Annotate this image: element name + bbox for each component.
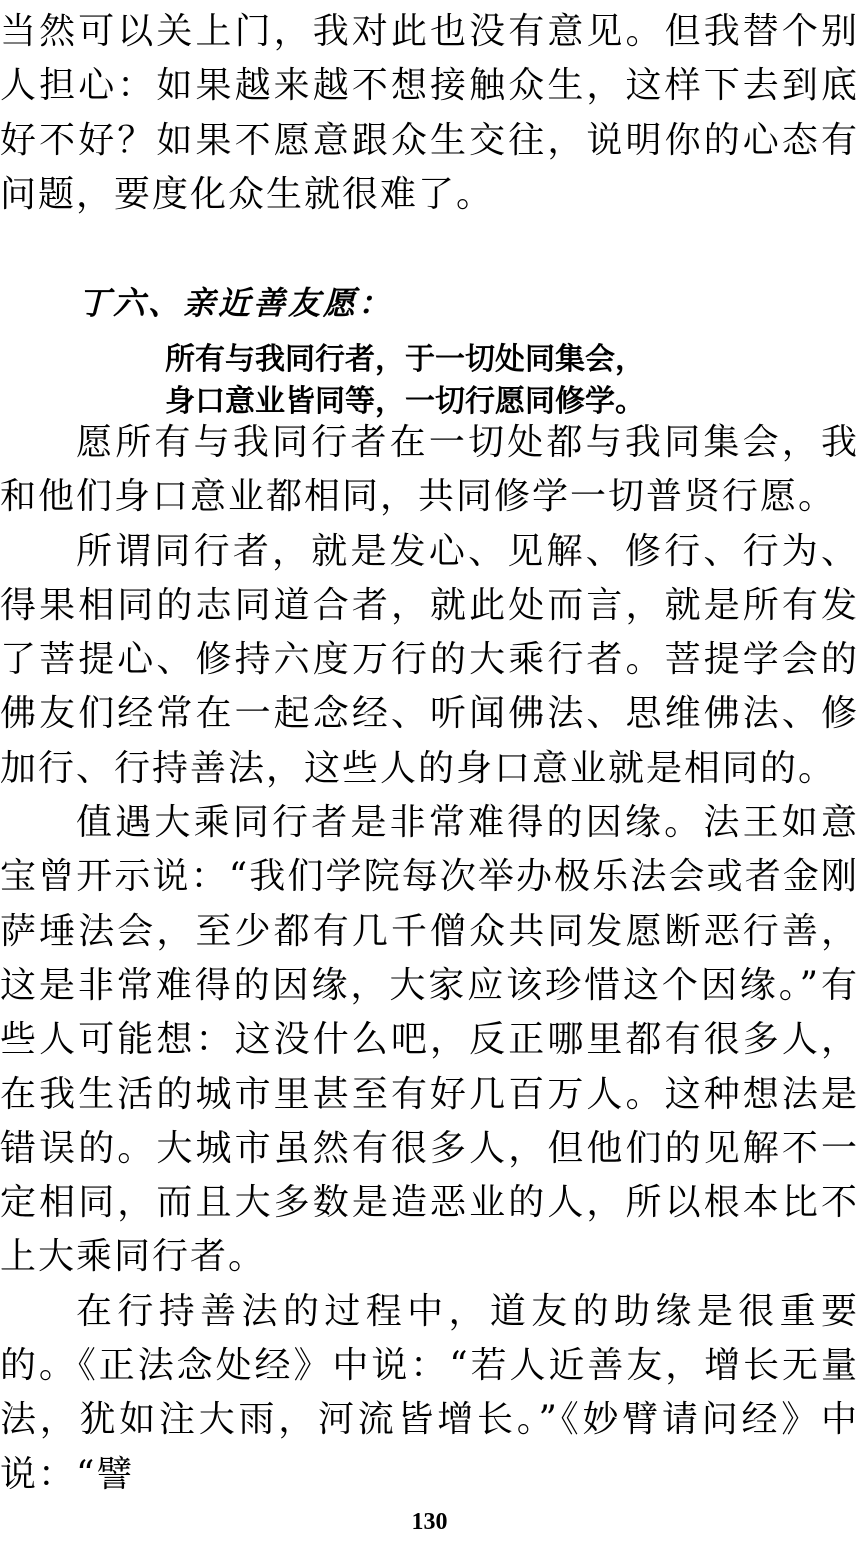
commentary-paragraph-3: 值遇大乘同行者是非常难得的因缘。法王如意宝曾开示说：“我们学院每次举办极乐法会或者金刚萨埵法会，至少都有几千僧众共同发愿断恶行善，这是非常难得的因缘，大家应该珍惜这个因缘。”有些人可能想：这没什么吧，反正哪里都有很多人，在我生活的城市里甚至有好几百万人。这种想法是错误的。大城市虽然有很多人，但他们的见解不一定相同，而且大多数是造恶业的人，所以根本比不上大乘同行者。 [0, 802, 859, 1278]
verse-line-1: 所有与我同行者，于一切处同集会， [165, 342, 645, 377]
commentary-paragraph-1: 愿所有与我同行者在一切处都与我同集会，我和他们身口意业都相同，共同修学一切普贤行愿。 [0, 422, 859, 518]
intro-paragraph-block [0, 5, 859, 222]
section-heading: 丁六、亲近善友愿： [78, 284, 394, 322]
commentary-block [0, 416, 859, 1502]
commentary-paragraph-2: 所谓同行者，就是发心、见解、修行、行为、得果相同的志同道合者，就此处而言，就是所有发了菩提心、修持六度万行的大乘行者。菩提学会的佛友们经常在一起念经、听闻佛法、思维佛法、修加行、行持善法，这些人的身口意业就是相同的。 [0, 530, 859, 789]
page-number: 130 [411, 1509, 448, 1535]
verse-line-2: 身口意业皆同等，一切行愿同修学。 [165, 384, 645, 419]
commentary-paragraph-4: 在行持善法的过程中，道友的助缘是很重要的。《正法念处经》中说：“若人近善友，增长无量法，犹如注大雨，河流皆增长。”《妙臂请问经》中说：“譬 [0, 1290, 859, 1495]
intro-paragraph: 当然可以关上门，我对此也没有意见。但我替个别人担心：如果越来越不想接触众生，这样下去到底好不好？如果不愿意跟众生交往，说明你的心态有问题，要度化众生就很难了。 [0, 11, 859, 215]
